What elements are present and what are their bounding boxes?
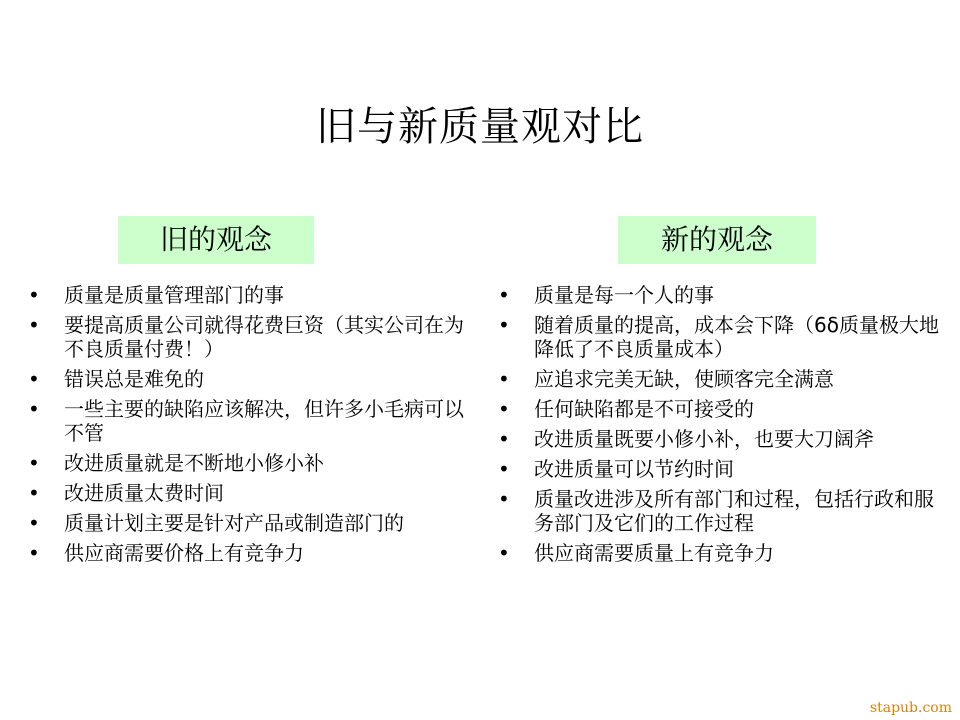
- list-item: [28, 451, 478, 475]
- bullet-icon: •: [498, 541, 510, 565]
- new-concept-list: [498, 283, 948, 571]
- list-item: [28, 313, 478, 361]
- list-item: [498, 541, 948, 565]
- bullet-icon: •: [28, 313, 40, 337]
- list-item: [28, 397, 478, 445]
- list-item: [498, 367, 948, 391]
- bullet-icon: •: [28, 511, 40, 535]
- bullet-icon: •: [498, 397, 510, 421]
- list-item: [28, 481, 478, 505]
- list-item-text: 任何缺陷都是不可接受的: [534, 397, 754, 421]
- list-item-text: 要提高质量公司就得花费巨资（其实公司在为不良质量付费！）: [64, 313, 464, 361]
- list-item-text: 随着质量的提高，成本会下降（6δ质量极大地降低了不良质量成本）: [534, 313, 939, 361]
- list-item: [28, 511, 478, 535]
- list-item: [498, 397, 948, 421]
- bullet-icon: •: [28, 451, 40, 475]
- list-item: [498, 313, 948, 361]
- list-item: [498, 457, 948, 481]
- list-item: [498, 283, 948, 307]
- bullet-icon: •: [498, 487, 510, 511]
- bullet-icon: •: [498, 427, 510, 451]
- bullet-icon: •: [498, 457, 510, 481]
- list-item-text: 供应商需要质量上有竞争力: [534, 541, 774, 565]
- old-concept-header: 旧的观念: [118, 216, 314, 264]
- list-item: [28, 541, 478, 565]
- new-concept-header: 新的观念: [618, 216, 816, 264]
- list-item-text: 改进质量太费时间: [64, 481, 224, 505]
- bullet-icon: •: [28, 367, 40, 391]
- slide-title: 旧与新质量观对比: [316, 104, 644, 150]
- bullet-icon: •: [498, 367, 510, 391]
- list-item: [28, 283, 478, 307]
- list-item: [498, 427, 948, 451]
- list-item-text: 改进质量可以节约时间: [534, 457, 734, 481]
- list-item-text: 错误总是难免的: [64, 367, 204, 391]
- list-item-text: 质量改进涉及所有部门和过程，包括行政和服务部门及它们的工作过程: [534, 487, 934, 535]
- list-item-text: 质量是每一个人的事: [534, 283, 714, 307]
- old-concept-list: [28, 283, 478, 571]
- bullet-icon: •: [28, 283, 40, 307]
- bullet-icon: •: [498, 283, 510, 307]
- list-item-text: 质量是质量管理部门的事: [64, 283, 284, 307]
- bullet-icon: •: [28, 541, 40, 565]
- list-item: [28, 367, 478, 391]
- list-item: [498, 487, 948, 535]
- bullet-icon: •: [28, 397, 40, 421]
- list-item-text: 质量计划主要是针对产品或制造部门的: [64, 511, 404, 535]
- bullet-icon: •: [498, 313, 510, 337]
- bullet-icon: •: [28, 481, 40, 505]
- list-item-text: 改进质量就是不断地小修小补: [64, 451, 324, 475]
- list-item-text: 改进质量既要小修小补，也要大刀阔斧: [534, 427, 874, 451]
- list-item-text: 应追求完美无缺，使顾客完全满意: [534, 367, 834, 391]
- watermark-text: stapub.com: [869, 700, 952, 716]
- list-item-text: 一些主要的缺陷应该解决，但许多小毛病可以不管: [64, 397, 464, 445]
- list-item-text: 供应商需要价格上有竞争力: [64, 541, 304, 565]
